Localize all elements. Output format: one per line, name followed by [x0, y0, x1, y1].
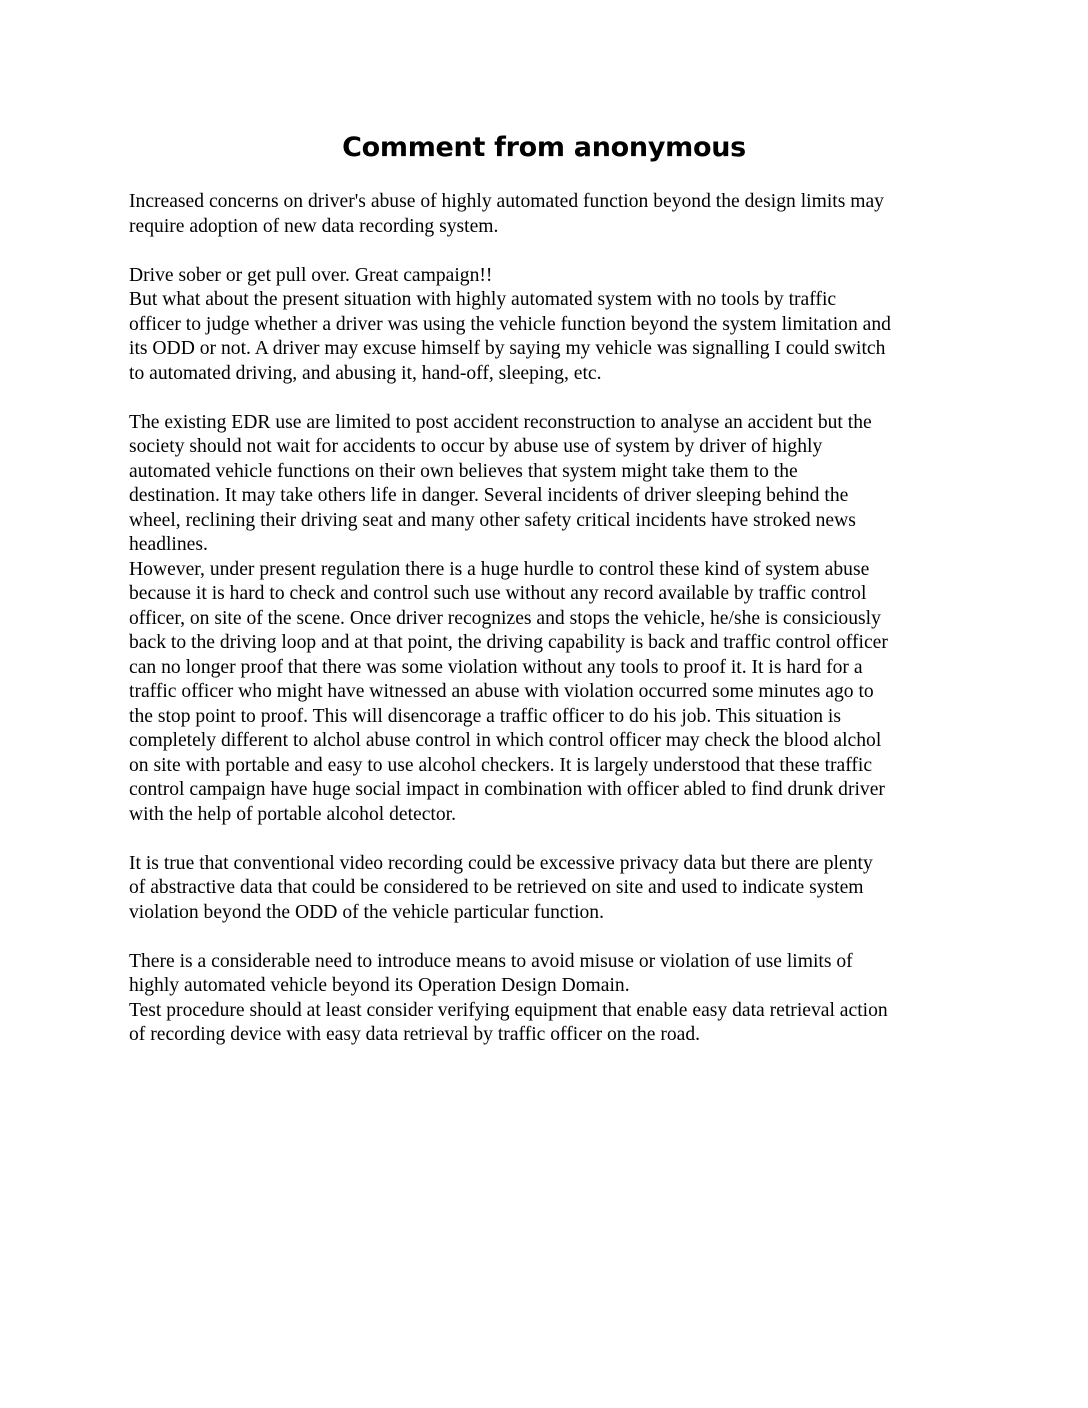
text-line: completely different to alchol abuse control in which control officer may check the blood alchol: [129, 730, 882, 751]
text-line: to automated driving, and abusing it, hand-off, sleeping, etc.: [129, 362, 602, 384]
text-line: wheel, reclining their driving seat and many other safety critical incidents have stroked news: [129, 509, 856, 531]
document-title: Comment from anonymous: [342, 132, 746, 163]
text-line: back to the driving loop and at that point, the driving capability is back and traffic control officer: [129, 632, 888, 653]
paragraph-gap: [129, 239, 969, 264]
text-line: destination. It may take others life in danger. Several incidents of driver sleeping behind the: [129, 485, 849, 506]
paragraph-gap: [129, 925, 969, 950]
paragraph: [129, 950, 969, 1048]
text-line: traffic officer who might have witnessed an abuse with violation occurred some minutes ago to: [129, 681, 874, 702]
text-line: of abstractive data that could be considered to be retrieved on site and used to indicate system: [129, 877, 864, 898]
text-line: the stop point to proof. This will disencorage a traffic officer to do his job. This situation is: [129, 705, 841, 727]
text-line: highly automated vehicle beyond its Operation Design Domain.: [129, 975, 630, 996]
paragraph-gap: [129, 386, 969, 411]
text-line: of recording device with easy data retrieval by traffic officer on the road.: [129, 1024, 701, 1045]
paragraph: [129, 852, 969, 926]
text-line: require adoption of new data recording system.: [129, 215, 499, 237]
text-line: violation beyond the ODD of the vehicle particular function.: [129, 901, 605, 923]
text-line: control campaign have huge social impact in combination with officer abled to find drunk driver: [129, 779, 885, 800]
text-line: Increased concerns on driver's abuse of highly automated function beyond the design limits may: [129, 191, 884, 212]
text-line: Test procedure should at least consider verifying equipment that enable easy data retrieval action: [129, 999, 888, 1021]
text-line: Drive sober or get pull over. Great campaign!!: [129, 264, 493, 286]
paragraph: [129, 264, 969, 387]
text-line: However, under present regulation there is a huge hurdle to control these kind of system abuse: [129, 558, 870, 580]
paragraph-gap: [129, 827, 969, 852]
text-line: It is true that conventional video recording could be excessive privacy data but there are plenty: [129, 852, 873, 874]
text-line: with the help of portable alcohol detector.: [129, 803, 456, 825]
text-line: automated vehicle functions on their own believes that system might take them to the: [129, 460, 798, 482]
text-line: its ODD or not. A driver may excuse himself by saying my vehicle was signalling I could switch: [129, 338, 886, 359]
text-line: The existing EDR use are limited to post accident reconstruction to analyse an accident but the: [129, 411, 872, 433]
text-line: headlines.: [129, 534, 208, 555]
text-line: officer to judge whether a driver was using the vehicle function beyond the system limitation and: [129, 313, 891, 335]
document-body: [129, 190, 969, 1048]
text-line: can no longer proof that there was some violation without any tools to proof it. It is hard for a: [129, 656, 863, 678]
text-line: because it is hard to check and control such use without any record available by traffic control: [129, 583, 867, 604]
paragraph: [129, 411, 969, 828]
text-line: There is a considerable need to introduce means to avoid misuse or violation of use limits of: [129, 950, 853, 972]
paragraph: [129, 190, 969, 239]
text-line: on site with portable and easy to use alcohol checkers. It is largely understood that these traffic: [129, 754, 873, 776]
text-line: society should not wait for accidents to occur by abuse use of system by driver of highly: [129, 436, 823, 457]
text-line: But what about the present situation with highly automated system with no tools by traffic: [129, 289, 837, 310]
text-line: officer, on site of the scene. Once driver recognizes and stops the vehicle, he/she is consiciously: [129, 607, 881, 629]
